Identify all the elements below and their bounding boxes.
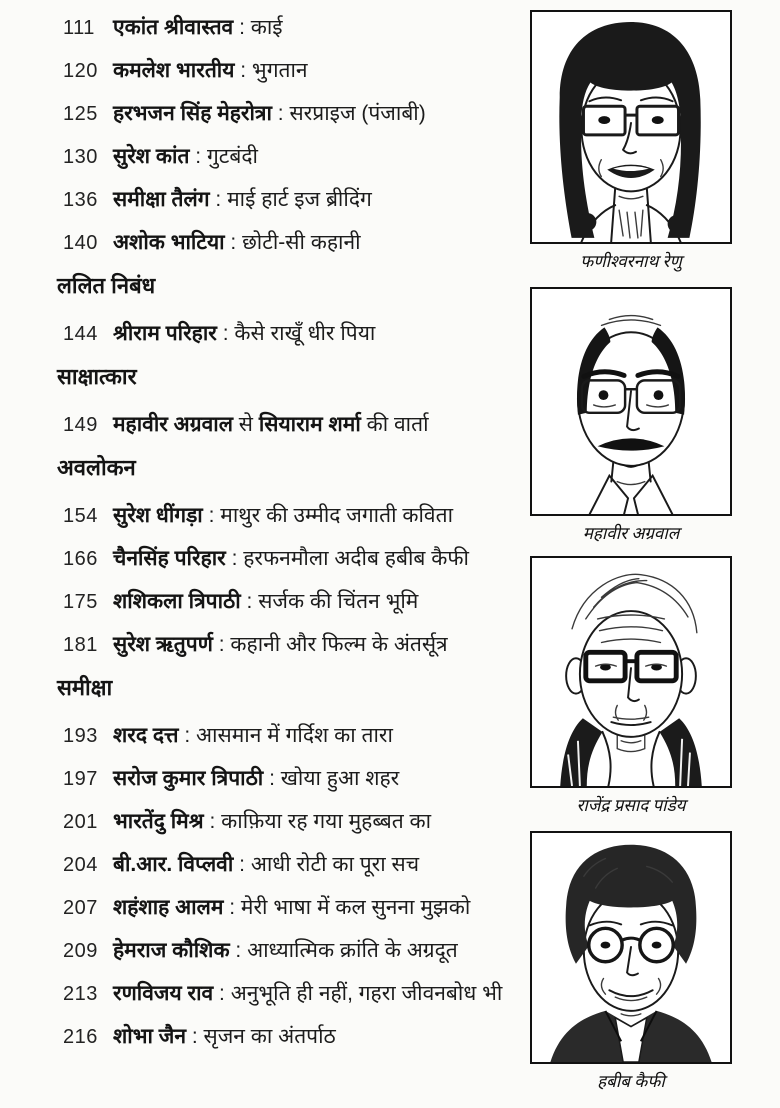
entry-text: सुरेश ऋतुपर्ण : कहानी और फिल्म के अंतर्सूत्र [113, 633, 448, 656]
page-number: 136 [63, 189, 98, 211]
portrait-renu-icon [532, 12, 730, 242]
toc-entry [57, 229, 527, 257]
page-number: 193 [63, 725, 98, 747]
page-number: 175 [63, 591, 98, 613]
entry-text: भारतेंदु मिश्र : काफ़िया रह गया मुहब्बत का [113, 810, 432, 833]
toc-entry [57, 588, 527, 616]
toc-entry [57, 320, 527, 348]
entry-text: सुरेश कांत : गुटबंदी [113, 145, 258, 168]
entry-text: कमलेश भारतीय : भुगतान [113, 59, 308, 82]
page-number: 144 [63, 323, 98, 345]
entry-text: हेमराज कौशिक : आध्यात्मिक क्रांति के अग्रदूत [113, 939, 458, 962]
portrait-frame [530, 287, 732, 516]
entry-text: रणविजय राव : अनुभूति ही नहीं, गहरा जीवनबोध भी [113, 982, 503, 1005]
entry-text: सुरेश धींगड़ा : माथुर की उम्मीद जगाती कविता [113, 504, 454, 527]
toc-entry [57, 722, 527, 750]
entry-text: सरोज कुमार त्रिपाठी : खोया हुआ शहर [113, 767, 400, 790]
toc-entry [57, 980, 527, 1008]
portrait-caption: फणीश्वरनाथ रेणु [580, 252, 682, 271]
toc-entry [57, 186, 527, 214]
portrait-frame [530, 556, 732, 788]
page-number: 209 [63, 940, 98, 962]
page-number: 197 [63, 768, 98, 790]
toc-entry [57, 57, 527, 85]
entry-text: एकांत श्रीवास्तव : काई [113, 16, 283, 39]
page-number: 213 [63, 983, 98, 1005]
entry-text: महावीर अग्रवाल से सियाराम शर्मा की वार्ता [113, 413, 429, 436]
page-number: 111 [63, 17, 95, 39]
toc-entry [57, 100, 527, 128]
toc-entry [57, 545, 527, 573]
portrait-figure-renu [530, 10, 732, 272]
portrait-caption: हबीब कैफी [597, 1072, 665, 1091]
page-number: 216 [63, 1026, 98, 1048]
section-header: साक्षात्कार [57, 364, 137, 389]
page-number: 181 [63, 634, 98, 656]
portrait-caption: राजेंद्र प्रसाद पांडेय [576, 796, 686, 815]
section-header: ललित निबंध [57, 273, 156, 298]
page-number: 207 [63, 897, 98, 919]
portrait-frame [530, 10, 732, 244]
toc-entry [57, 14, 527, 42]
section-header: अवलोकन [57, 455, 136, 480]
page-number: 201 [63, 811, 98, 833]
toc-entry [57, 411, 527, 439]
toc-entry [57, 1023, 527, 1051]
entry-text: बी.आर. विप्लवी : आधी रोटी का पूरा सच [113, 853, 420, 876]
entry-text: हरभजन सिंह मेहरोत्रा : सरप्राइज (पंजाबी) [113, 102, 426, 125]
page-number: 130 [63, 146, 98, 168]
entry-text: श्रीराम परिहार : कैसे राखूँ धीर पिया [113, 322, 376, 345]
toc-entry [57, 894, 527, 922]
entry-text: चैनसिंह परिहार : हरफनमौला अदीब हबीब कैफी [113, 547, 469, 570]
toc-entry [57, 937, 527, 965]
section-header: समीक्षा [57, 675, 113, 700]
page-number: 204 [63, 854, 98, 876]
entry-text: समीक्षा तैलंग : माई हार्ट इज ब्रीदिंग [113, 188, 372, 211]
entry-text: शरद दत्त : आसमान में गर्दिश का तारा [113, 724, 393, 747]
toc-entry [57, 765, 527, 793]
page-number: 154 [63, 505, 98, 527]
toc-entry [57, 808, 527, 836]
page-number: 125 [63, 103, 98, 125]
toc-entry [57, 631, 527, 659]
portrait-frame [530, 831, 732, 1064]
toc-list [57, 14, 527, 1066]
toc-entry [57, 851, 527, 879]
entry-text: अशोक भाटिया : छोटी-सी कहानी [113, 231, 361, 254]
entry-text: शोभा जैन : सृजन का अंतर्पाठ [113, 1025, 336, 1048]
portrait-figure-pandey [530, 556, 732, 816]
entry-text: शहंशाह आलम : मेरी भाषा में कल सुनना मुझको [113, 896, 471, 919]
page-number: 120 [63, 60, 98, 82]
entry-text: शशिकला त्रिपाठी : सर्जक की चिंतन भूमि [113, 590, 419, 613]
portrait-agrawal-icon [532, 289, 730, 514]
portrait-pandey-icon [532, 558, 730, 786]
portrait-kaifi-icon [532, 833, 730, 1062]
toc-entry [57, 502, 527, 530]
portrait-figure-agrawal [530, 287, 732, 544]
portrait-caption: महावीर अग्रवाल [582, 524, 680, 543]
portrait-figure-kaifi [530, 831, 732, 1092]
page-number: 166 [63, 548, 98, 570]
toc-entry [57, 143, 527, 171]
page-number: 140 [63, 232, 98, 254]
page-number: 149 [63, 414, 98, 436]
